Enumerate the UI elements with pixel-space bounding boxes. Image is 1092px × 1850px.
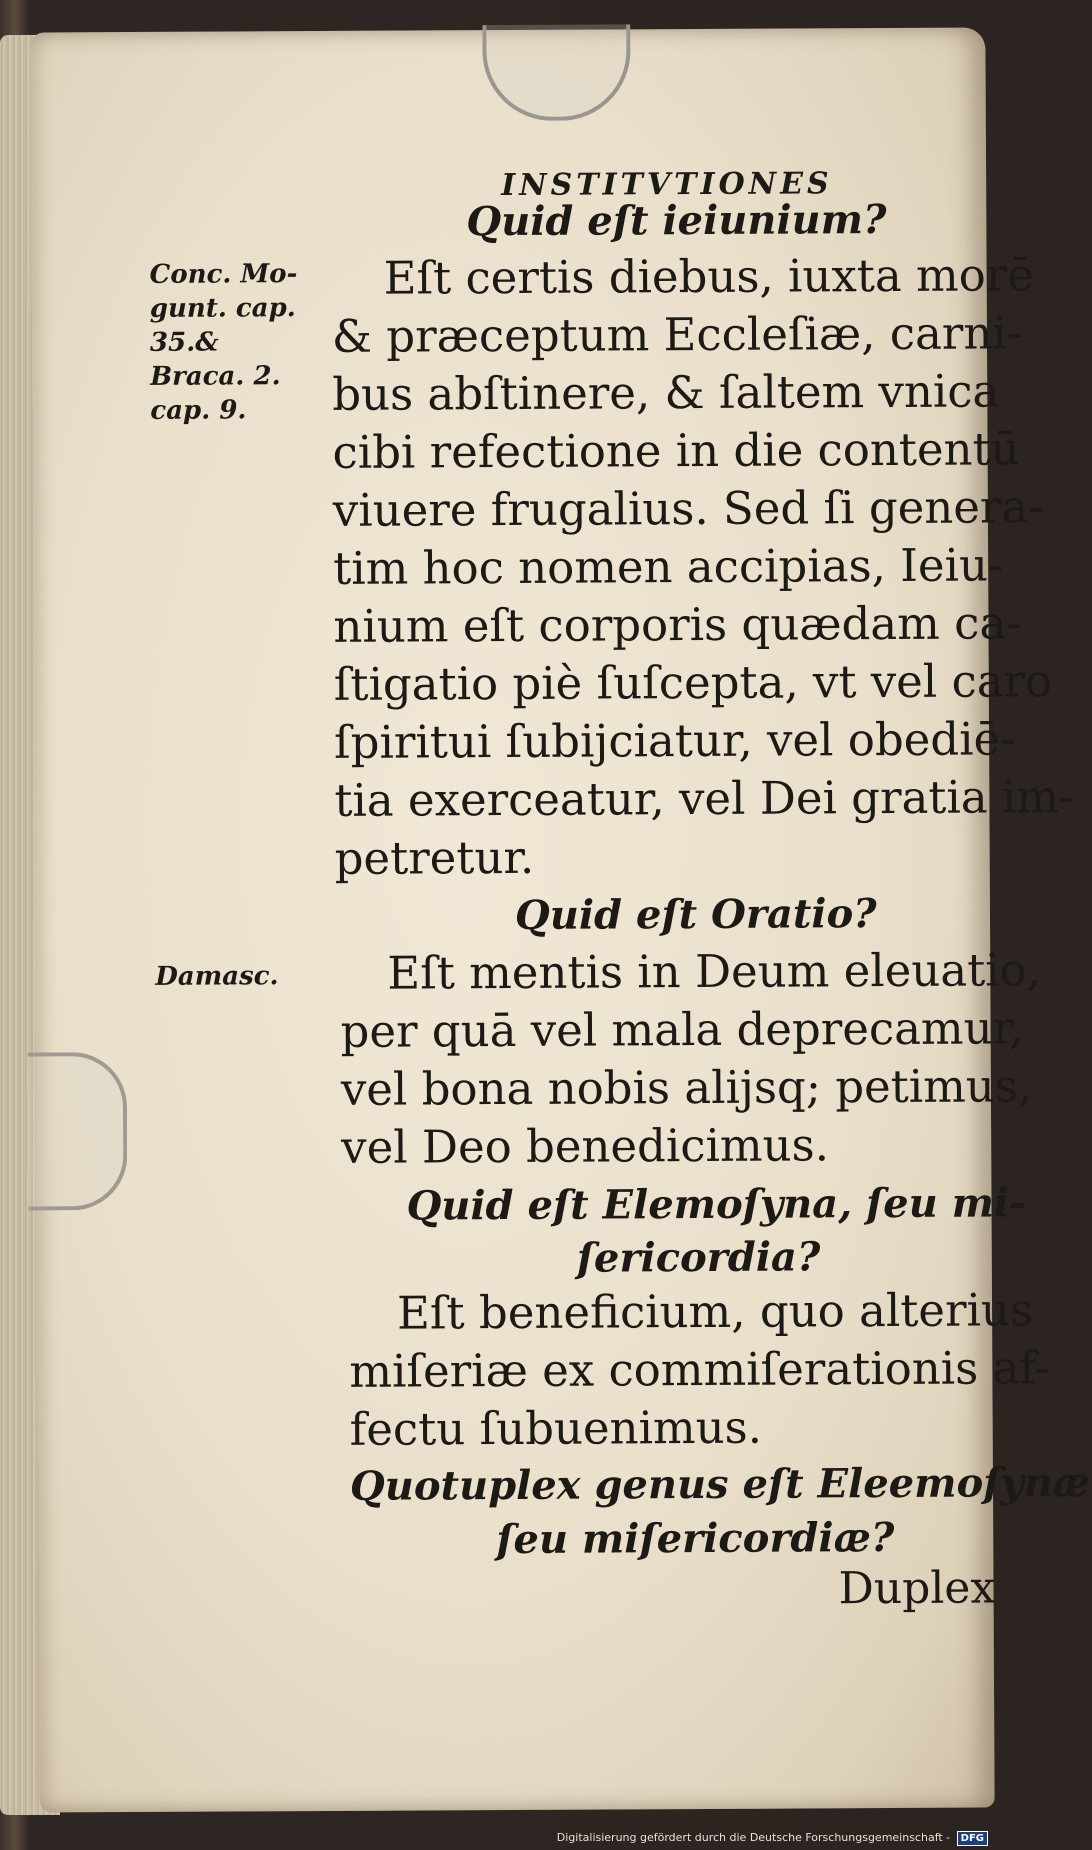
question-oratio: Quid eſt Oratio? xyxy=(514,890,877,939)
answer-line: ſtigatio piè ſuſcepta, vt vel caro xyxy=(333,654,1053,711)
margin-note-line: gunt. cap. xyxy=(149,293,296,324)
answer-line: Eſt mentis in Deum eleuatio, xyxy=(387,943,1042,1000)
margin-note-line: cap. 9. xyxy=(150,395,247,426)
question-ieiunium: Quid eſt ieiunium? xyxy=(466,196,887,246)
answer-line: cibi refectione in die contentū xyxy=(332,422,1020,479)
margin-note-line: 35.& xyxy=(149,327,219,358)
answer-line: per quā vel mala deprecamur, xyxy=(340,1001,1024,1058)
answer-line: vel bona nobis alijsq; petimus, xyxy=(340,1059,1033,1116)
margin-note-line: Braca. 2. xyxy=(150,361,281,392)
question-quotuplex-cont: ſeu miſericordiæ? xyxy=(496,1514,895,1564)
margin-note-line: Conc. Mo- xyxy=(149,259,298,290)
answer-line: fectu ſubuenimus. xyxy=(349,1400,763,1456)
catchword: Duplex xyxy=(838,1562,996,1615)
answer-line: miſeriæ ex commiſerationis af- xyxy=(349,1341,1050,1398)
running-head: INSTITVTIONES xyxy=(501,166,833,204)
answer-line: vel Deo benedicimus. xyxy=(341,1118,830,1174)
dfg-logo: DFG xyxy=(957,1831,988,1846)
book-clip-side xyxy=(28,1052,128,1211)
footer-text: Digitalisierung gefördert durch die Deutsche Forschungsgemeinschaft - xyxy=(556,1831,951,1844)
question-elemosyna-cont: ſericordia? xyxy=(576,1233,821,1282)
book-page xyxy=(30,28,1091,1813)
question-elemosyna: Quid eſt Elemoſyna, ſeu mi- xyxy=(406,1179,1026,1230)
answer-line: petretur. xyxy=(334,830,535,885)
margin-note-damasc: Damasc. xyxy=(155,961,279,992)
digitization-footer xyxy=(557,1831,988,1846)
answer-line: viuere frugalius. Sed ſi genera- xyxy=(332,480,1044,537)
answer-line: tim hoc nomen accipias, Ieiu- xyxy=(333,538,1004,595)
book-clip-top xyxy=(482,24,631,121)
question-quotuplex: Quotuplex genus eſt Eleemoſynæ xyxy=(349,1458,1091,1510)
answer-line: tia exerceatur, vel Dei gratia im- xyxy=(334,770,1075,827)
answer-line: & præceptum Eccleſiæ, carni- xyxy=(331,306,1023,363)
answer-line: nium eſt corporis quædam ca- xyxy=(333,596,1022,653)
answer-line: Eſt beneficium, quo alterius xyxy=(396,1283,1034,1340)
answer-line: bus abſtinere, & ſaltem vnica xyxy=(332,364,1000,421)
answer-line: Eſt certis diebus, iuxta morē xyxy=(383,248,1035,305)
answer-line: ſpiritui ſubijciatur, vel obediē- xyxy=(333,712,1016,769)
